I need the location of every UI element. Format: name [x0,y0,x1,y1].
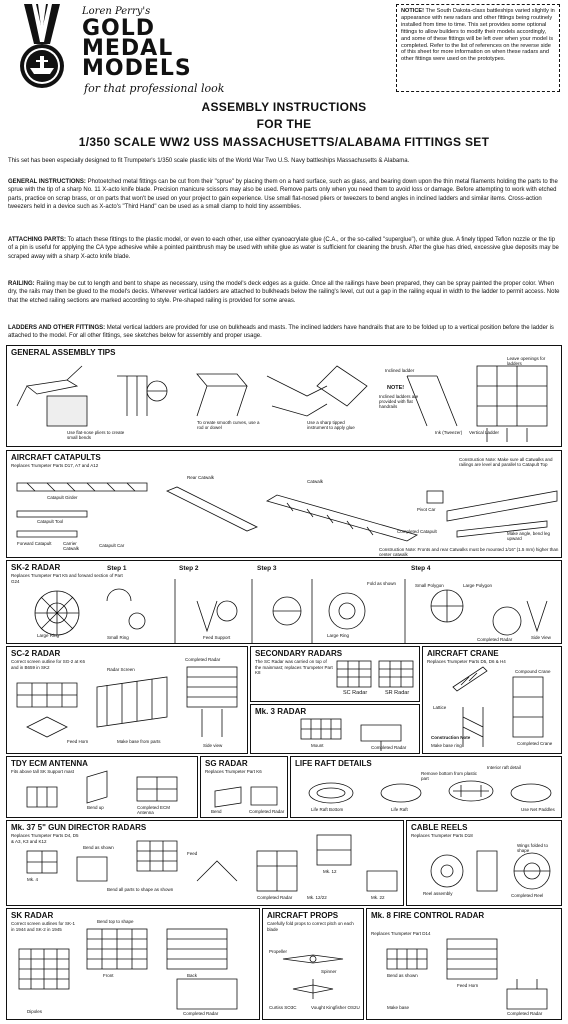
mk37-note-6: Mk. 4 [27,877,39,882]
sk-note-4: Back [187,973,198,978]
catapult-note-5: Catapult Car [99,543,125,548]
brand-header [6,4,386,94]
attaching-heading: ATTACHING PARTS: [8,237,66,243]
tip-note-9: Vertical Ladder [469,430,500,435]
intro-text: This set has been especially designed to fit Trumpeter's 1/350 scale plastic kits of the World War Two U.S. Navy battleships Massachusetts & Alabama. [8,158,410,164]
sk2-note-8: Completed Radar [477,637,513,642]
mk3-title: Mk. 3 RADAR [255,707,307,716]
mk37-note-1: Bend as shown [83,845,114,850]
liferaft-note-3: Life Raft [391,807,408,812]
sk2-note-3: Feed Support [203,635,231,640]
life-raft-title: LIFE RAFT DETAILS [295,759,372,768]
props-note-3: Vought Kingfisher OS2U [311,1005,360,1010]
title-line-1: ASSEMBLY INSTRUCTIONS [201,100,367,114]
secondary-sub: The SC Radar was carried on top of the mainmast; replaces Trumpeter Part K8 [255,659,333,675]
tdy-sub: Fits above tall SK Support mast [11,769,75,774]
sc2-sub: Correct screen outline for SG-2 at K6 and in B659 in SK2 [11,659,86,670]
sk2-note-6: Small Polygon [415,583,444,588]
sk-note-1: Completed Radar [183,1011,219,1016]
brand-line-gold: GOLD [82,16,156,41]
mk8-diagram [367,909,562,1020]
crane-title: AIRCRAFT CRANE [427,649,499,658]
props-note-2: Curtiss SO3C [269,1005,297,1010]
catapult-note-4: Carrier Catwalk [63,541,80,551]
sk2-note-1: Large Ring [37,633,60,638]
tip-note-5: Inclined ladders are provided with flat handrails [379,394,419,409]
sk-note-3: Front [103,973,114,978]
sg-title: SG RADAR [205,759,248,768]
sk2-step-3: Step 3 [257,565,277,572]
notice-text: The South Dakota-class battleships varied slightly in appearance with new radars and other fittings being routinely installed from time to time. This set provides some optional fittings to allow builders to modify their models accordingly, and some of these fittings will be left over when your model is completed. Refer to the list of references on the reverse side of this sheet for more information on when these radars and other fittings were used on the prototypes. [401,8,555,63]
crane-sub: Replaces Trumpeter Parts D5, D6 & H4 [427,659,506,664]
catapult-note-7: Catwalk [307,479,324,484]
ladders-text: Metal vertical ladders are provided for use on bulkheads and masts. The inclined ladders have handrails that are to be folded up to a vertical position before the ladder is attached to the model. For all other fittings, see sketches below for assembly and proper usage. [8,325,554,340]
mk3-note-2: Mount [311,743,324,748]
panel-cable-reels [406,820,562,906]
sk2-sub: Replaces Trumpeter Part K5 and forward section of Part G24 [11,573,123,584]
tip-note-1: Use flat-nose pliers to create small bends [67,430,125,440]
tip-note-6: Leave openings for ladders [507,356,546,366]
catapult-note-6: Rear Catwalk [187,475,215,480]
panel-general-assembly-tips [6,345,562,447]
secondary-note-1: SC Radar [343,690,368,696]
sc2-title: SC-2 RADAR [11,649,61,658]
sk2-step-4: Step 4 [411,565,431,572]
catapult-note-8: Construction Note: Make sure all Catwalks and railings are level and parallel to Catapult Top [459,457,553,467]
mk37-note-7: Mk. 12 [323,869,337,874]
catapult-note-10: Make angle, bend leg upward [507,531,551,541]
mk37-title: Mk. 37 5" GUN DIRECTOR RADARS [11,823,147,832]
panel-sg-radar [200,756,288,818]
tip-note-4: NOTE! [387,385,405,391]
sc2-note-4: Completed Radar [185,657,221,662]
railing-heading: RAILING: [8,281,35,287]
panel-life-raft-details [290,756,562,818]
tdy-title: TDY ECM ANTENNA [11,759,88,768]
props-note-4: Spinner [321,969,337,974]
sk2-note-7: Large Polygon [463,583,493,588]
sk-note-5: Dipoles [27,1009,43,1014]
ladders-instructions [8,324,560,342]
sk2-note-5: Fold as shown [367,581,397,586]
general-instructions [8,178,560,220]
mk8-note-2: Completed Radar [507,1011,543,1016]
ladders-heading: LADDERS AND OTHER FITTINGS: [8,325,106,331]
tip-note-3: Use a sharp tipped instrument to apply glue [307,420,355,430]
panel-mk8-fire-control-radar [366,908,562,1020]
tdy-note-1: Bend up [87,805,104,810]
catapults-sub: Replaces Trumpeter Parts D17, A7 and A12 [11,463,99,468]
notice-lead: NOTICE! [401,8,424,14]
sk-radar-title: SK RADAR [11,911,54,920]
liferaft-note-1: Remove bottom from plastic part [421,771,478,781]
medal-logo-icon [12,4,72,90]
panel-sk-radar [6,908,260,1020]
cable-reels-sub: Replaces Trumpeter Parts D18 [411,833,473,838]
tdy-note-2: Completed ECM Antenna [137,805,171,815]
title-line-3: 1/350 SCALE WW2 USS MASSACHUSETTS/ALABAMA FITTINGS SET [78,135,490,149]
railing-text: Railing may be cut to length and bent to shape as necessary, using the model's deck edges as a guide. Once all the railings have been prepared, they can be spray painted the proper color. When dry, the rails may then be glued to the model's decks. Wherever vertical ladders are attached to bulkheads below the railing's level, cut out a gap in the railing equal in width to the ladder to permit access. Note that the etched railing sections are marked according to style. Pre-shaped railing is provided for some areas. [8,281,560,304]
crane-note-5: Make base ring [431,743,462,748]
mk37-note-5: Mk. 12/22 [307,895,327,900]
props-sub: Carefully fold props to correct pitch on each blade [267,921,354,932]
panel-secondary-radars [250,646,420,702]
notice-box [396,4,560,92]
crane-note-3: Completed Crane [517,741,553,746]
mk8-note-4: Make base [387,1005,410,1010]
liferaft-note-4: Interior raft detail [487,765,521,770]
mk37-note-8: Mk. 22 [371,895,385,900]
brand-line-models: MODELS [82,56,192,81]
sk2-step-1: Step 1 [107,565,127,572]
attaching-parts [8,236,560,270]
crane-note-2: Lattice [433,705,447,710]
cable-note-3: Completed Reel [511,893,544,898]
attaching-text: To attach these fittings to the plastic model, or even to each other, use either cyanoacrylate glue (C.A., or the so-called "superglue"), or white glue. A finely tipped Teflon nozzle or the tip of a pin is useful for applying the CA type adhesive while a pointed paintbrush may be used with white glue as water is sufficient for cleaning the brush. After the glue has dried, excessive glue deposits may be scraped away with a sharp X-acto knife blade. [8,237,559,260]
designer-name: Loren Perry's [82,6,151,17]
sg-note-2: Bend [211,809,222,814]
catapult-note-9: Completed Catapult [397,529,437,534]
secondary-note-2: SR Radar [385,690,410,696]
catapult-note-11: Pivot Car [417,507,436,512]
general-heading: GENERAL INSTRUCTIONS: [8,179,86,185]
liferaft-note-5: Use Net Paddles [521,807,555,812]
sk2-step-2: Step 2 [179,565,199,572]
sk2-note-4: Large Ring [327,633,350,638]
catapults-title: AIRCRAFT CATAPULTS [11,453,101,462]
mk3-note-1: Completed Radar [371,745,407,750]
cable-note-2: Reel assembly [423,891,453,896]
mk37-sub: Replaces Trumpeter Parts D4, D5 & A3, K3 and K12 [11,833,79,844]
tip-note-2: To create smooth curves, use a rod or dowel [197,420,260,430]
sk-radar-sub: Correct screen outlines for SK-1 in 1944 and SK-2 in 1945 [11,921,76,932]
title-line-2: FOR THE [256,117,312,131]
mk8-note-1: Bend as shown [387,973,418,978]
mk8-sub: Replaces Trumpeter Part D14 [371,931,431,936]
crane-note-1: Compound Crane [515,669,551,674]
panel-mk3-radar [250,704,420,754]
catapult-note-12: Construction Note: Fronts and rear Catwalks must be mounted 1/16" (1.5 mm) higher than center catwalk [379,547,559,557]
sg-note-1: Completed Radar [249,809,285,814]
catapult-note-3: Forward Catapult [17,541,52,546]
brand-tagline: for that professional look [84,82,225,95]
railing-instructions [8,280,560,314]
panel-mk37-gun-director-radars [6,820,404,906]
sk2-note-2: Small Ring [107,635,129,640]
sk-note-2: Bend top to shape [97,919,134,924]
general-text: Photoetched metal fittings can be cut from their "sprue" by placing them on a hard surface, such as glass, and bearing down upon the thin metal filaments holding the parts to the sprue with the tip of a sharp No. 11 X-acto knife blade. Precision manicure scissors may also be used. Remove parts only when you need them to avoid loss or damage. Before attempting to work with etched parts, practice on scrap brass, or on parts that won't be used on your project to gain experience. Use small flat-nosed pliers or tweezers to bend angles in inclined ladders and similar items. Cross-action tweezers held in a device such as X-acto's "Third Hand" can be used as a small clamp to hold tiny assemblies. [8,179,558,210]
cable-note-1: Wings folded to shape [517,843,549,853]
tip-note-8: Ink (Tweezer) [435,430,463,435]
panel-sc2-radar [6,646,248,754]
panel-aircraft-props [262,908,364,1020]
mk37-note-4: Completed Radar [257,895,293,900]
tip-note-7: Inclined ladder [385,368,415,373]
mk37-note-3: Bend all parts to shape as shown [107,887,174,892]
mk8-note-3: Feed Horn [457,983,479,988]
sg-sub: Replaces Trumpeter Part K6 [205,769,262,774]
catapult-note-1: Catapult Girder [47,495,78,500]
mk37-note-2: Feed [187,851,198,856]
sk2-title: SK-2 RADAR [11,563,61,572]
crane-note-4: Construction Note [431,735,471,740]
panel-tdy-ecm-antenna [6,756,198,818]
cable-reels-title: CABLE REELS [411,823,468,832]
catapult-note-2: Catapult Tool [37,519,64,524]
props-title: AIRCRAFT PROPS [267,911,339,920]
intro-paragraph [8,157,560,166]
secondary-title: SECONDARY RADARS [255,649,343,658]
sc2-note-1: Radar Screen [107,667,135,672]
props-note-1: Propeller [269,949,288,954]
general-tips-title: GENERAL ASSEMBLY TIPS [11,348,116,357]
brand-line-medal: MEDAL [82,36,174,61]
sc2-note-5: Side view [203,743,223,748]
sc2-note-2: Feed Horn [67,739,89,744]
mk8-title: Mk. 8 FIRE CONTROL RADAR [371,911,485,920]
sc2-note-3: Make base from parts [117,739,161,744]
liferaft-note-2: Life Raft Bottom [311,807,344,812]
panel-aircraft-crane [422,646,562,754]
panel-sk2-radar [6,560,562,644]
panel-aircraft-catapults [6,450,562,558]
sk2-note-9: Side View [531,635,551,640]
